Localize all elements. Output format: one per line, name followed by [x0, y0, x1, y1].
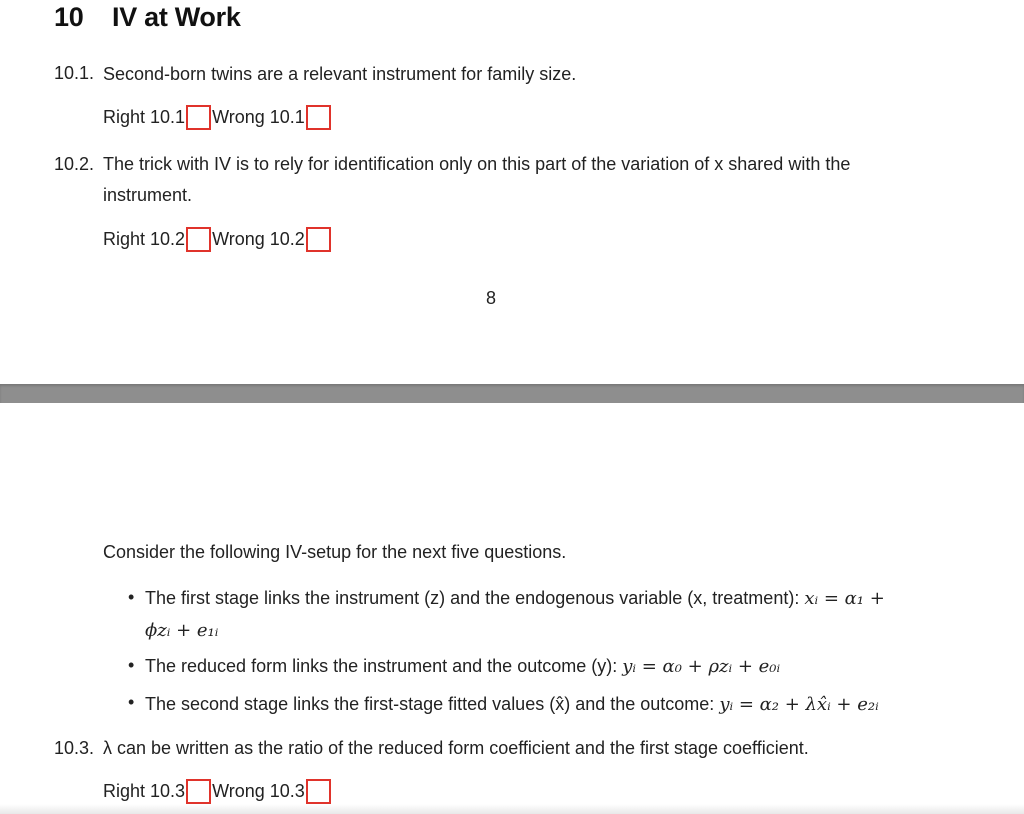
right-checkbox-10-3[interactable]: [186, 779, 211, 804]
first-stage-equation-part1: xᵢ = α₁ +: [804, 588, 885, 609]
wrong-checkbox-10-1[interactable]: [306, 105, 331, 130]
wrong-checkbox-10-2[interactable]: [306, 227, 331, 252]
bullet-marker: •: [128, 692, 135, 712]
right-label-10-3: Right 10.3: [103, 781, 186, 801]
bullet-first-stage: [145, 582, 945, 647]
question-number-10-2: 10.2.: [54, 154, 95, 174]
second-stage-equation: yᵢ = α₂ + λx̂ᵢ + e₂ᵢ: [719, 694, 879, 715]
answer-row-10-3: [103, 779, 332, 804]
bottom-edge: [0, 804, 1024, 814]
right-label-10-1: Right 10.1: [103, 107, 186, 127]
question-number-10-1: 10.1.: [54, 63, 95, 83]
right-checkbox-10-2[interactable]: [186, 227, 211, 252]
bullet-marker: •: [128, 587, 135, 607]
answer-row-10-1: [103, 105, 332, 130]
question-text-10-2-line2: instrument.: [103, 185, 193, 205]
question-text-10-2-line1: The trick with IV is to rely for identification only on this part of the variation of x shared with the: [103, 154, 851, 174]
answer-row-10-2: [103, 227, 332, 252]
bullet-marker: •: [128, 655, 135, 675]
reduced-form-text: The reduced form links the instrument and the outcome (y):: [145, 656, 618, 676]
section-number: 10: [54, 2, 84, 32]
reduced-form-equation: yᵢ = α₀ + ρzᵢ + e₀ᵢ: [622, 656, 781, 677]
bullet-second-stage: [145, 688, 879, 721]
first-stage-equation-part2: ϕzᵢ + e₁ᵢ: [145, 620, 219, 641]
page-separator: [0, 384, 1024, 403]
question-number-10-3: 10.3.: [54, 738, 95, 758]
wrong-label-10-2: Wrong 10.2: [212, 229, 305, 249]
right-checkbox-10-1[interactable]: [186, 105, 211, 130]
right-label-10-2: Right 10.2: [103, 229, 186, 249]
section-heading: IV at Work: [112, 2, 241, 32]
setup-intro: Consider the following IV-setup for the next five questions.: [103, 542, 567, 562]
question-text-10-3: λ can be written as the ratio of the reduced form coefficient and the first stage coefficient.: [103, 738, 809, 758]
section-title: [54, 2, 241, 33]
page-8: [0, 0, 1024, 384]
wrong-label-10-1: Wrong 10.1: [212, 107, 305, 127]
page-number: 8: [486, 288, 497, 308]
question-text-10-1: Second-born twins are a relevant instrument for family size.: [103, 64, 577, 84]
wrong-checkbox-10-3[interactable]: [306, 779, 331, 804]
first-stage-text: The first stage links the instrument (z) and the endogenous variable (x, treatment):: [145, 588, 800, 608]
wrong-label-10-3: Wrong 10.3: [212, 781, 305, 801]
bullet-reduced-form: [145, 650, 780, 683]
second-stage-text: The second stage links the first-stage fitted values (x̂) and the outcome:: [145, 694, 715, 714]
question-text-10-2: [103, 149, 850, 211]
